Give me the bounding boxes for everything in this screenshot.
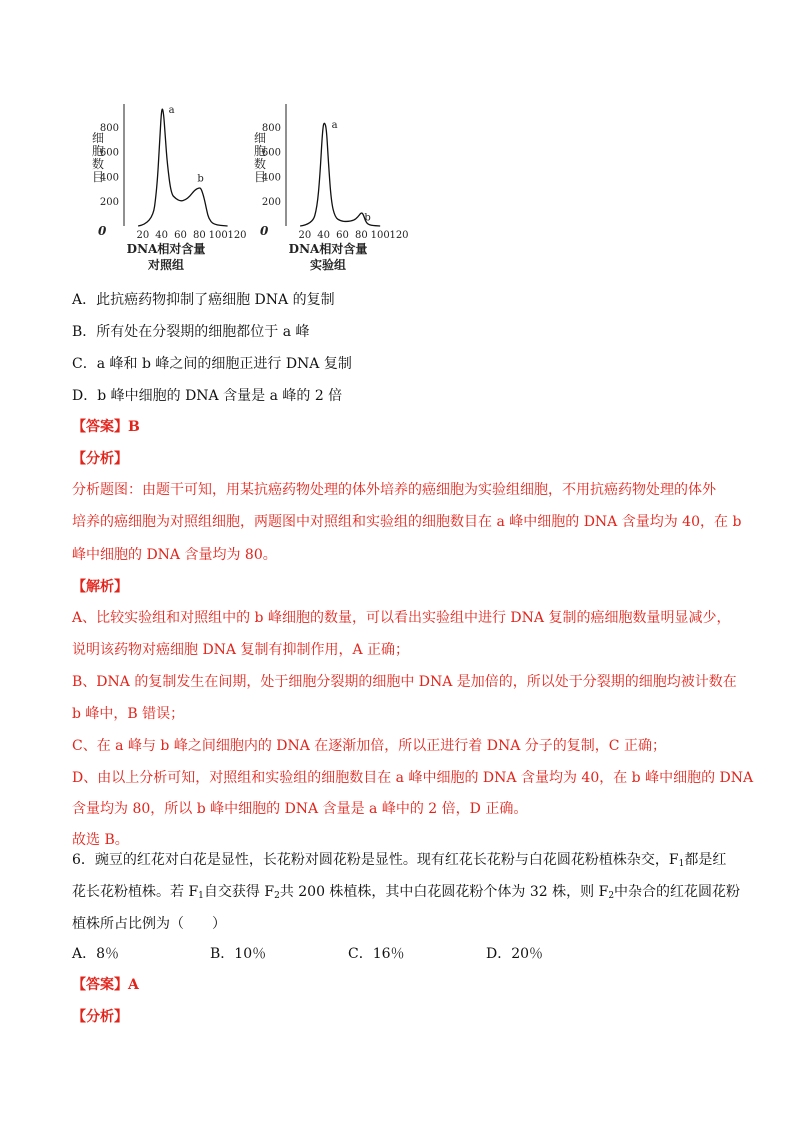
y-axis-label: 数 xyxy=(253,157,267,171)
q6-option-c: C．16％ xyxy=(348,946,405,962)
y-tick-label: 800 xyxy=(99,122,119,134)
x-tick-label: 100 xyxy=(370,230,390,241)
chart-caption: 实验组 xyxy=(309,258,347,272)
text-line: 【解析】 xyxy=(72,579,128,595)
q6-stem-line-2: 花长花粉植株。若 $F_1$自交获得 $F_2$共 200 株植株，其中白花圆花粉个体为 32 株，则 $F_2$中杂合的红花圆花粉 xyxy=(72,884,741,901)
text-line: 峰中细胞的 DNA 含量均为 80。 xyxy=(72,547,277,563)
y-tick-label: 600 xyxy=(261,147,281,159)
x-tick-label: 60 xyxy=(336,230,349,241)
text-line: A．此抗癌药物抑制了癌细胞 DNA 的复制 xyxy=(72,292,335,308)
x-axis-label: DNA相对含量 xyxy=(126,242,206,256)
peak-b-label: b xyxy=(364,212,371,224)
x-tick-label: 40 xyxy=(155,230,169,241)
text-line: b 峰中，B 错误； xyxy=(72,706,185,722)
x-tick-label: 20 xyxy=(298,230,312,241)
x-tick-label: 80 xyxy=(354,230,368,241)
y-axis-label: 胞 xyxy=(91,144,105,158)
text-line: 说明该药物对癌细胞 DNA 复制有抑制作用，A 正确； xyxy=(72,642,410,658)
text-line: B．所有处在分裂期的细胞都位于 a 峰 xyxy=(72,324,310,340)
text-line: 【分析】 xyxy=(72,451,128,467)
experiment-chart-svg xyxy=(252,98,409,278)
text-line: D、由以上分析可知，对照组和实验组的细胞数目在 a 峰中细胞的 DNA 含量均为 40，在 b 峰中细胞的 DNA xyxy=(72,770,754,786)
text-line: C．a 峰和 b 峰之间的细胞正进行 DNA 复制 xyxy=(72,356,352,372)
chart-caption: 对照组 xyxy=(147,258,185,272)
x-tick-label: 100 xyxy=(208,230,228,241)
q6-option-d: D．20％ xyxy=(486,946,544,962)
peak-b-label: b xyxy=(197,173,204,185)
control-chart-svg xyxy=(90,98,247,278)
x-tick-label: 20 xyxy=(136,230,150,241)
text-line: 含量均为 80，所以 b 峰中细胞的 DNA 含量是 a 峰中的 2 倍，D 正确。 xyxy=(72,801,528,817)
x-axis-label: DNA相对含量 xyxy=(288,242,368,256)
text-line: 故选 B。 xyxy=(72,832,129,848)
y-axis-label: 目 xyxy=(91,170,105,184)
x-tick-label: 60 xyxy=(174,230,187,241)
x-tick-label: 40 xyxy=(317,230,331,241)
y-axis-label: 细 xyxy=(91,131,105,145)
text-line: 【答案】B xyxy=(72,419,140,435)
x-tick-label: 80 xyxy=(192,230,206,241)
distribution-curve xyxy=(138,109,227,226)
text-line: 分析题图：由题干可知，用某抗癌药物处理的体外培养的癌细胞为实验组细胞，不用抗癌药物处理的体外 xyxy=(72,482,716,498)
q6-option-b: B．10％ xyxy=(210,946,267,962)
text-line: B、DNA 的复制发生在间期，处于细胞分裂期的细胞中 DNA 是加倍的，所以处于分裂期的细胞均被计数在 xyxy=(72,674,737,690)
text-line: A、比较实验组和对照组中的 b 峰细胞的数量，可以看出实验组中进行 DNA 复制的癌细胞数量明显减少， xyxy=(72,610,731,626)
distribution-curve xyxy=(300,123,380,226)
experiment-chart xyxy=(252,98,409,278)
peak-a-label: a xyxy=(168,104,175,116)
y-tick-label: 200 xyxy=(99,197,119,209)
text-line: C、在 a 峰与 b 峰之间细胞内的 DNA 在逐渐加倍，所以正进行着 DNA 分子的复制，C 正确； xyxy=(72,738,666,754)
q6-analysis: 【分析】 xyxy=(72,1009,128,1025)
q6-option-a: A．8％ xyxy=(72,946,120,962)
q6-stem-line-3: 植株所占比例为（ ） xyxy=(72,916,226,932)
origin-label: 0 xyxy=(98,224,107,238)
y-tick-label: 400 xyxy=(99,172,119,184)
control-chart xyxy=(90,98,247,278)
y-tick-label: 800 xyxy=(261,122,281,134)
y-tick-label: 200 xyxy=(261,197,281,209)
y-tick-label: 400 xyxy=(261,172,281,184)
peak-a-label: a xyxy=(331,119,338,131)
y-tick-label: 600 xyxy=(99,147,119,159)
y-axis-label: 细 xyxy=(253,131,267,145)
x-tick-label: 120 xyxy=(227,230,247,241)
y-axis-label: 胞 xyxy=(253,144,267,158)
origin-label: 0 xyxy=(260,224,269,238)
text-line: D．b 峰中细胞的 DNA 含量是 a 峰的 2 倍 xyxy=(72,388,343,404)
x-tick-label: 120 xyxy=(389,230,409,241)
y-axis-label: 数 xyxy=(91,157,105,171)
y-axis-label: 目 xyxy=(253,170,267,184)
q6-stem-line-1: 6．豌豆的红花对白花是显性，长花粉对圆花粉是显性。现有红花长花粉与白花圆花粉植株杂交，$F_1$都是红 xyxy=(72,852,727,869)
text-line: 培养的癌细胞为对照组细胞，两题图中对照组和实验组的细胞数目在 a 峰中细胞的 DNA 含量均为 40，在 b xyxy=(72,514,742,530)
q6-answer: 【答案】A xyxy=(72,977,139,993)
